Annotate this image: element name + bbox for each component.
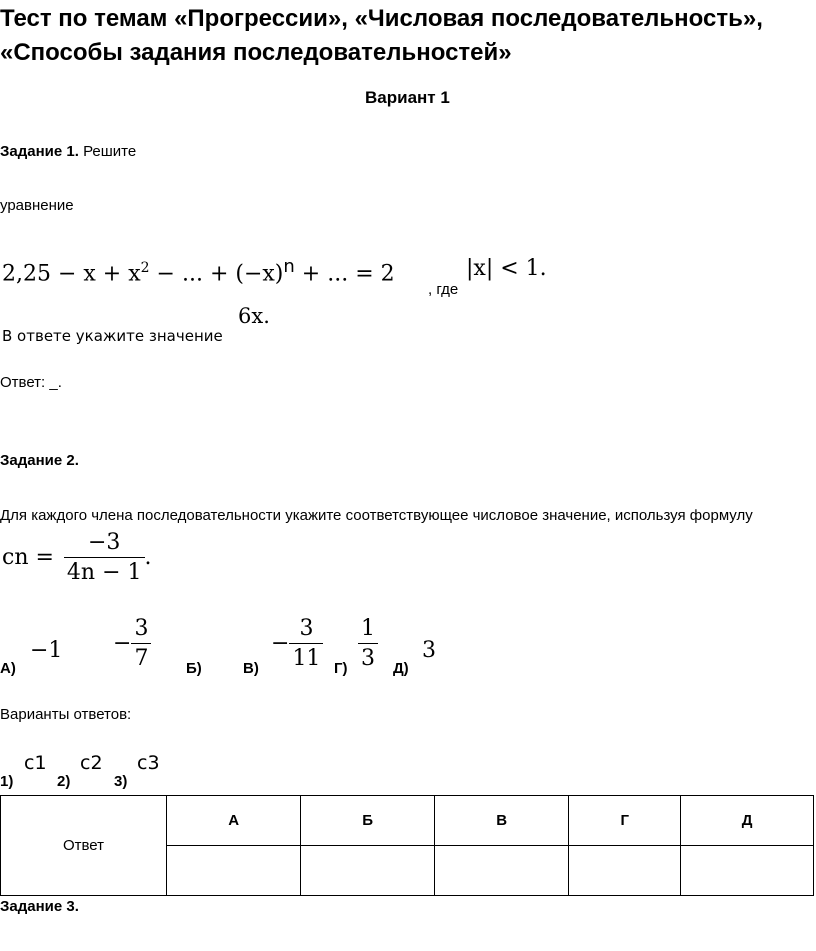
task1-answer-line: Ответ: _. [0, 374, 62, 391]
exponent-2: 2 [140, 260, 150, 276]
variant-term-1: c1 [24, 752, 47, 774]
answer-cell-d[interactable] [569, 846, 681, 896]
option-value-d [358, 616, 378, 671]
variant-term-2: c2 [80, 752, 103, 774]
answer-cell-b[interactable] [301, 846, 435, 896]
answer-header-e: Д [681, 796, 814, 846]
answer-cell-a[interactable] [167, 846, 301, 896]
option-num-c: 3 [299, 616, 314, 641]
formula-end: . [144, 545, 152, 570]
formula-numerator: −3 [88, 530, 121, 555]
option-letter-d: Г) [334, 660, 348, 677]
option-value-e: 3 [422, 638, 436, 663]
formula-fraction [64, 530, 145, 585]
exponent-n: n [283, 256, 295, 277]
task1-answer-expr: 6x. [238, 304, 270, 328]
equation-mid: − ... + (−x) [149, 261, 284, 287]
option-den-d: 3 [358, 643, 378, 671]
variant-term-3: c3 [137, 752, 160, 774]
task1-answer-hint: В ответе укажите значение [2, 327, 223, 345]
option-fraction-d [358, 616, 378, 671]
answer-header-c: В [435, 796, 569, 846]
task1-text1: Решите [78, 143, 137, 160]
answer-row-label: Ответ [1, 796, 167, 896]
variant-heading: Вариант 1 [365, 88, 450, 107]
task1-where: , где [428, 281, 459, 298]
equation-left: 2,25 − x + x [2, 261, 141, 287]
task2-formula [2, 530, 152, 585]
answer-header-d: Г [569, 796, 681, 846]
option-fraction-b [131, 616, 151, 671]
option-value-c [271, 616, 323, 671]
option-fraction-c [289, 616, 323, 671]
task2-label: Задание 2. [0, 452, 79, 469]
variants-label: Варианты ответов: [0, 706, 132, 723]
option-letter-b: Б) [186, 660, 202, 677]
task1-equation [2, 256, 395, 286]
answer-cell-e[interactable] [681, 846, 814, 896]
task1-label: Задание 1. [0, 143, 79, 160]
task1-condition: |x| < 1. [466, 256, 547, 281]
page-title-line2: «Способы задания последовательностей» [0, 39, 512, 66]
option-letter-c: В) [243, 660, 259, 677]
task3-label: Задание 3. [0, 898, 79, 915]
option-value-a: −1 [30, 638, 63, 663]
option-letter-a: А) [0, 660, 16, 677]
option-sign-c: − [271, 631, 290, 656]
option-den-b: 7 [131, 643, 151, 671]
equation-right: + ... = 2 [294, 261, 395, 287]
task1-heading [0, 143, 136, 160]
formula-denominator: 4n − 1 [64, 557, 145, 585]
option-num-d: 1 [361, 616, 375, 641]
option-letter-e: Д) [393, 660, 409, 677]
option-den-c: 11 [289, 643, 323, 671]
option-num-b: 3 [134, 616, 149, 641]
task2-instruction: Для каждого члена последовательности укажите соответствующее числовое значение, используя формулу [0, 507, 753, 524]
page-title-line1: Тест по темам «Прогрессии», «Числовая последовательность», [0, 5, 763, 32]
variant-num-1: 1) [0, 773, 14, 790]
task1-text2: уравнение [0, 197, 74, 214]
option-sign-b: − [113, 631, 132, 656]
answer-header-a: А [167, 796, 301, 846]
variant-num-2: 2) [57, 773, 71, 790]
answer-header-b: Б [301, 796, 435, 846]
option-value-b [113, 616, 151, 671]
variant-num-3: 3) [114, 773, 128, 790]
formula-lhs: cn = [2, 545, 54, 570]
answer-table [0, 795, 814, 896]
answer-cell-c[interactable] [435, 846, 569, 896]
